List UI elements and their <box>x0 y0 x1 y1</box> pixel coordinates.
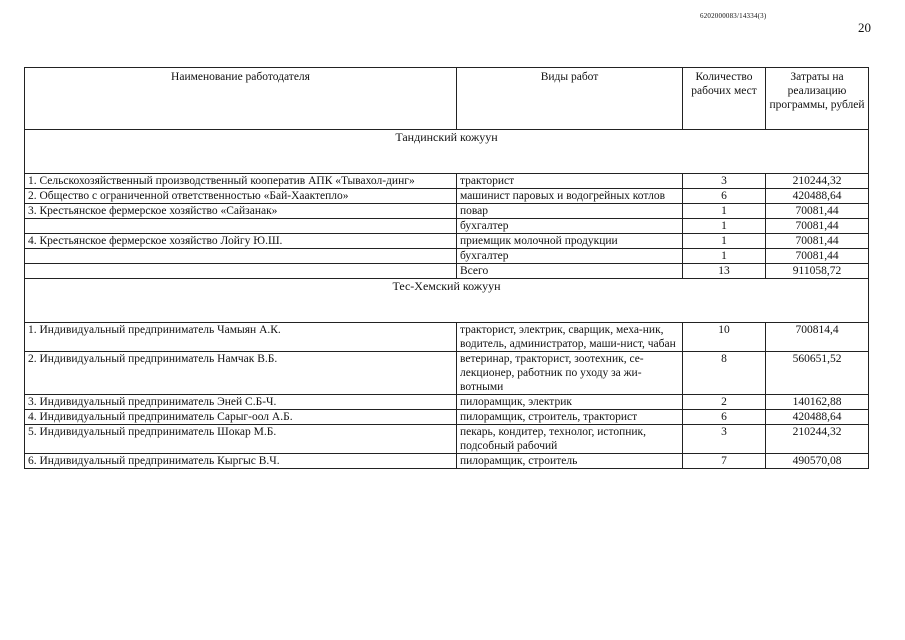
work-cell: Всего <box>457 264 683 279</box>
count-cell: 1 <box>683 234 766 249</box>
work-cell: пилорамщик, строитель <box>457 454 683 469</box>
employer-cell: 5. Индивидуальный предприниматель Шокар М.Б. <box>25 425 457 454</box>
count-cell: 2 <box>683 395 766 410</box>
employer-cell: 3. Крестьянское фермерское хозяйство «Сайзанак» <box>25 204 457 219</box>
table-row <box>25 189 869 204</box>
section-row <box>25 130 869 174</box>
cost-cell: 70081,44 <box>766 234 869 249</box>
section-title: Тес-Хемский кожуун <box>25 279 869 323</box>
work-cell: приемщик молочной продукции <box>457 234 683 249</box>
work-cell: тракторист <box>457 174 683 189</box>
count-cell: 1 <box>683 204 766 219</box>
table-header-row <box>25 68 869 130</box>
section-row <box>25 279 869 323</box>
table-row <box>25 174 869 189</box>
table-row <box>25 234 869 249</box>
count-cell: 3 <box>683 425 766 454</box>
table-row <box>25 410 869 425</box>
cost-cell: 210244,32 <box>766 174 869 189</box>
count-cell: 3 <box>683 174 766 189</box>
cost-cell: 70081,44 <box>766 219 869 234</box>
count-cell: 8 <box>683 352 766 395</box>
cost-cell: 420488,64 <box>766 410 869 425</box>
table-row <box>25 454 869 469</box>
employers-table <box>24 67 869 469</box>
table-row <box>25 352 869 395</box>
work-cell: пилорамщик, строитель, тракторист <box>457 410 683 425</box>
work-cell: бухгалтер <box>457 249 683 264</box>
table-row <box>25 204 869 219</box>
employer-cell <box>25 249 457 264</box>
employer-cell <box>25 219 457 234</box>
cost-cell: 210244,32 <box>766 425 869 454</box>
work-cell: пекарь, кондитер, технолог, истопник, подсобный рабочий <box>457 425 683 454</box>
count-cell: 10 <box>683 323 766 352</box>
employer-cell: 2. Индивидуальный предприниматель Намчак В.Б. <box>25 352 457 395</box>
header-work: Виды работ <box>457 68 683 130</box>
work-cell: тракторист, электрик, сварщик, меха-ник, водитель, администратор, маши-нист, чабан <box>457 323 683 352</box>
work-cell: пилорамщик, электрик <box>457 395 683 410</box>
count-cell: 13 <box>683 264 766 279</box>
table-row <box>25 395 869 410</box>
employer-cell: 4. Крестьянское фермерское хозяйство Лойгу Ю.Ш. <box>25 234 457 249</box>
table-row <box>25 219 869 234</box>
count-cell: 6 <box>683 189 766 204</box>
cost-cell: 700814,4 <box>766 323 869 352</box>
work-cell: бухгалтер <box>457 219 683 234</box>
count-cell: 7 <box>683 454 766 469</box>
employer-cell: 4. Индивидуальный предприниматель Сарыг-оол А.Б. <box>25 410 457 425</box>
cost-cell: 911058,72 <box>766 264 869 279</box>
header-cost: Затраты на реализацию программы, рублей <box>766 68 869 130</box>
cost-cell: 70081,44 <box>766 249 869 264</box>
table-row <box>25 323 869 352</box>
count-cell: 6 <box>683 410 766 425</box>
work-cell: повар <box>457 204 683 219</box>
employer-cell: 1. Сельскохозяйственный производственный кооператив АПК «Тывахол-динг» <box>25 174 457 189</box>
document-id: 6202000083/14334(3) <box>700 12 767 20</box>
count-cell: 1 <box>683 249 766 264</box>
cost-cell: 560651,52 <box>766 352 869 395</box>
count-cell: 1 <box>683 219 766 234</box>
table-body <box>25 130 869 469</box>
header-count: Количество рабочих мест <box>683 68 766 130</box>
header-employer: Наименование работодателя <box>25 68 457 130</box>
cost-cell: 420488,64 <box>766 189 869 204</box>
page-number: 20 <box>858 20 871 35</box>
employer-cell <box>25 264 457 279</box>
cost-cell: 140162,88 <box>766 395 869 410</box>
employer-cell: 1. Индивидуальный предприниматель Чамыян А.К. <box>25 323 457 352</box>
work-cell: машинист паровых и водогрейных котлов <box>457 189 683 204</box>
work-cell: ветеринар, тракторист, зоотехник, се-лекционер, работник по уходу за жи-вотными <box>457 352 683 395</box>
table-row <box>25 425 869 454</box>
cost-cell: 70081,44 <box>766 204 869 219</box>
section-title: Тандинский кожуун <box>25 130 869 174</box>
employer-cell: 2. Общество с ограниченной ответственностью «Бай-Хаактепло» <box>25 189 457 204</box>
table-row <box>25 264 869 279</box>
employer-cell: 6. Индивидуальный предприниматель Кыргыс В.Ч. <box>25 454 457 469</box>
table-row <box>25 249 869 264</box>
employer-cell: 3. Индивидуальный предприниматель Эней С.Б-Ч. <box>25 395 457 410</box>
cost-cell: 490570,08 <box>766 454 869 469</box>
